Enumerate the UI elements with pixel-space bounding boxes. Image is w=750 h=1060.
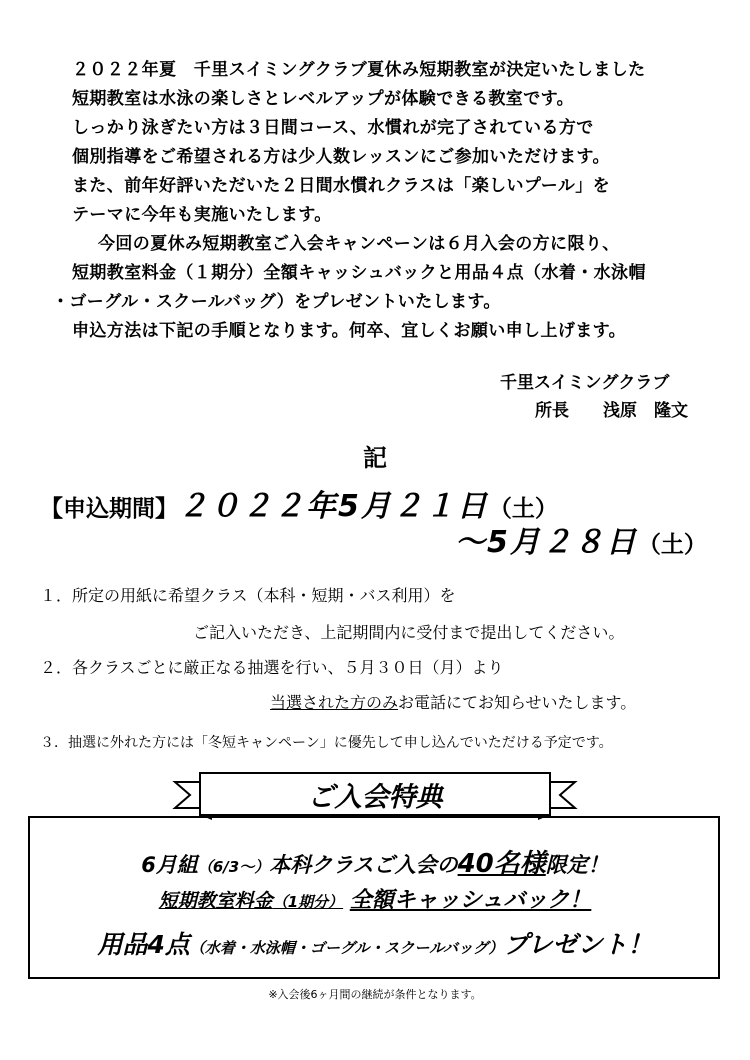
letter-line: しっかり泳ぎたい方は３日間コース、水慣れが完了されている方で <box>72 118 594 138</box>
letter-line: テーマに今年も実施いたします。 <box>72 205 332 225</box>
period-end-day: （土） <box>637 532 707 558</box>
letter-line: 短期教室料金（１期分）全額キャッシュバックと用品４点（水着・水泳帽 <box>72 263 646 283</box>
condition-note: ※入会後6ヶ月間の継続が条件となります。 <box>268 988 482 1001</box>
start-date-text: （6/3～） <box>197 858 270 876</box>
perk-line-1 <box>0 843 750 880</box>
letter-line: ・ゴーグル・スクールバッグ）をプレゼントいたします。 <box>52 292 501 312</box>
letter-line: 短期教室は水泳の楽しさとレベルアップが体験できる教室です。 <box>72 89 575 109</box>
letter-line: 申込方法は下記の手順となります。何卒、宜しくお願い申し上げます。 <box>72 321 627 341</box>
step-2-line-1: ２．各クラスごとに厳正なる抽選を行い、５月３０日（月）より <box>40 658 504 677</box>
limit-count-text: 40名様 <box>457 849 546 879</box>
cashback-text: 全額キャッシュバック！ <box>349 888 592 913</box>
signer-name: 所長 浅原 隆文 <box>535 401 688 421</box>
period-start-date: ２０２２年5月２１日 <box>178 489 489 524</box>
one-term-text: （1期分） <box>272 893 344 911</box>
letter-line: また、前年好評いただいた２日間水慣れクラスは「楽しいプール」を <box>72 176 611 196</box>
short-course-fee-text: 短期教室料金 <box>158 890 273 912</box>
items-list-text: （水着・水泳帽・ゴーグル・スクールバッグ） <box>189 939 504 957</box>
letter-line: 個別指導をご希望される方は少人数レッスンにご参加いただけます。 <box>72 147 610 167</box>
present-text: プレゼント！ <box>503 930 653 959</box>
june-group-text: 6月組 <box>141 853 198 877</box>
perk-line-2 <box>0 883 750 914</box>
step-2-line-2-rest: お電話にてお知らせいたします。 <box>398 693 637 712</box>
step-1-line-2: ご記入いただき、上記期間内に受付まで提出してください。 <box>193 623 625 642</box>
step-1-line-1: １．所定の用紙に希望クラス（本科・短期・バス利用）を <box>40 586 456 605</box>
limited-text: 限定！ <box>545 853 609 877</box>
application-period-end <box>455 517 707 561</box>
four-items-text: 用品4点 <box>97 930 190 959</box>
letter-line: ２０２２年夏 千里スイミングクラブ夏休み短期教室が決定いたしました <box>72 60 646 80</box>
step-2-line-2 <box>270 690 636 713</box>
step-3: ３．抽選に外れた方には「冬短キャンペーン」に優先して申し込んでいただける予定です。 <box>40 735 613 751</box>
winners-only-text: 当選された方のみ <box>270 693 399 712</box>
period-end-date: ～5月２８日 <box>455 525 638 560</box>
main-class-text: 本科クラスご入会の <box>269 853 458 877</box>
perks-title: ご入会特典 <box>307 782 443 813</box>
letter-line: 今回の夏休み短期教室ご入会キャンペーンは６月入会の方に限り、 <box>98 234 620 254</box>
ki-heading: 記 <box>363 444 387 472</box>
period-label: 【申込期間】 <box>40 496 178 522</box>
period-start-day: （土） <box>488 496 558 522</box>
organization-name: 千里スイミングクラブ <box>500 373 670 393</box>
perk-line-3 <box>0 925 750 961</box>
